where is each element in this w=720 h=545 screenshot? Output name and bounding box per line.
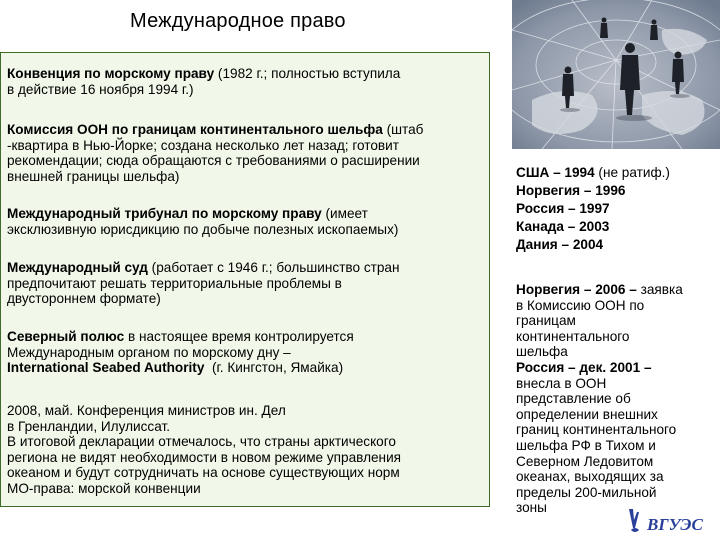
paragraph-north-pole <box>7 329 354 376</box>
para2-line3: рекомендации; сюда обращаются с требованиями о расширении <box>7 153 420 168</box>
university-logo <box>625 506 715 540</box>
ratification-item: Дания – 2004 <box>516 237 604 252</box>
para6-line5: океаном и будут сотрудничать на основе существующих норм <box>7 465 400 480</box>
ratification-list <box>516 164 670 254</box>
slide-title: Международное право <box>130 10 346 32</box>
para5-isa-location: (г. Кингстон, Ямайка) <box>204 360 344 375</box>
para6-line1: 2008, май. Конференция министров ин. Дел <box>7 403 286 418</box>
paragraph-ilulissat <box>7 403 401 496</box>
shelf-claims-note: Норвегия – 2006 – заявка в Комиссию ООН по границам континентального шельфа Россия – дек. 2001 – внесла в ООН представление об определении внешних границ континентального шельфа РФ в Тихом и Северном Ледовитом океанах, выходящих за пределы 200-мильной зоны <box>516 282 683 516</box>
para1-line2: в действие 16 ноября 1994 г.) <box>7 81 194 97</box>
para6-line6: МО-права: морской конвенции <box>7 480 201 496</box>
para2-bold: Комиссия ООН по границам континентального шельфа <box>7 122 383 137</box>
para1-line1: (1982 г.; полностью вступила <box>214 66 401 81</box>
ratification-item: Норвегия – 1996 <box>516 183 626 198</box>
para6-line4: региона не видят необходимости в новом режиме управления <box>7 449 402 465</box>
norway-claim-bold: Норвегия – 2006 – <box>516 282 637 297</box>
para6-line3: В итоговой декларации отмечалось, что страны арктического <box>7 434 396 449</box>
people-on-map-photo <box>512 0 720 149</box>
para5-bold: Северный полюс <box>7 329 125 344</box>
para2-line4: внешней границы шельфа) <box>7 168 180 184</box>
para3-line2: эксклюзивную юрисдикцию по добыче полезных ископаемых) <box>7 221 399 237</box>
logo-text: ВГУЭС <box>647 515 703 534</box>
para3-bold: Международный трибунал по морскому праву <box>7 206 322 221</box>
para4-line3: двустороннем формате) <box>7 291 161 306</box>
para3-line1: (имеет <box>321 206 368 221</box>
russia-claim-bold: Россия – дек. 2001 – <box>516 359 652 375</box>
paragraph-convention <box>7 66 400 97</box>
paragraph-tribunal <box>7 206 398 237</box>
para4-line2: предпочитают решать территориальные проблемы в <box>7 275 342 291</box>
ratification-item: Канада – 2003 <box>516 219 610 234</box>
para4-line1: (работает с 1946 г.; большинство стран <box>147 260 400 275</box>
paragraph-court <box>7 260 399 307</box>
ratification-item: Россия – 1997 <box>516 201 610 216</box>
logo-emblem <box>629 509 639 528</box>
para1-bold: Конвенция по морскому праву <box>7 66 215 81</box>
para5-isa: International Seabed Authority <box>7 360 205 375</box>
para4-bold: Международный суд <box>7 260 148 275</box>
para6-line2: в Гренландии, Илулиссат. <box>7 418 170 434</box>
paragraph-commission <box>7 122 423 184</box>
ratification-item: США – 1994 (не ратиф.) <box>516 165 670 180</box>
para5-line2: Международным органом по морскому дну – <box>7 344 291 360</box>
para2-line2: -квартира в Нью-Йорке; создана несколько лет назад; готовит <box>7 137 399 153</box>
para2-line1: (штаб <box>382 122 424 137</box>
para5-line1: в настоящее время контролируется <box>124 329 354 344</box>
